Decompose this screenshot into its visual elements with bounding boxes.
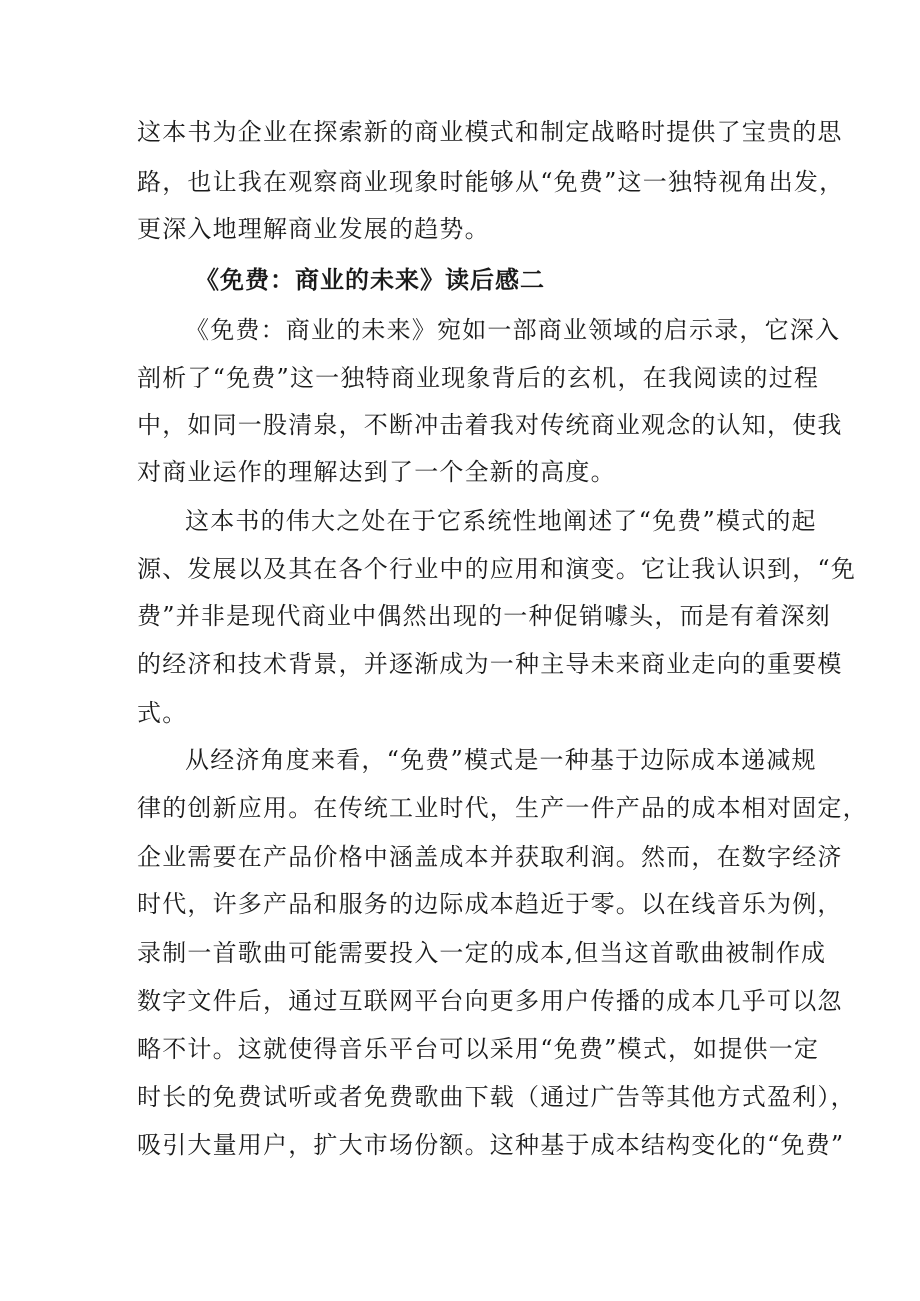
paragraph-1-line-3: 中，如同一股清泉，不断冲击着我对传统商业观念的认知，使我 bbox=[137, 411, 843, 439]
paragraph-3-line-9: 吸引大量用户，扩大市场份额。这种基于成本结构变化的“免费” bbox=[137, 1131, 845, 1159]
paragraph-3-line-4: 时代，许多产品和服务的边际成本趋近于零。以在线音乐为例， bbox=[137, 890, 843, 918]
intro-line-2: 路，也让我在观察商业现象时能够从“免费”这一独特视角出发， bbox=[137, 168, 845, 196]
paragraph-3-line-8: 时长的免费试听或者免费歌曲下载（通过广告等其他方式盈利）， bbox=[137, 1083, 856, 1111]
paragraph-3-line-3: 企业需要在产品价格中涵盖成本并获取利润。然而，在数字经济 bbox=[137, 843, 843, 871]
paragraph-1-line-1: 《免费：商业的未来》宛如一部商业领域的启示录，它深入 bbox=[185, 316, 841, 344]
paragraph-2-line-1: 这本书的伟大之处在于它系统性地阐述了“免费”模式的起 bbox=[185, 507, 817, 535]
paragraph-3-line-6: 数字文件后，通过互联网平台向更多用户传播的成本几乎可以忽 bbox=[137, 987, 843, 1015]
paragraph-2-line-3: 费”并非是现代商业中偶然出现的一种促销噱头，而是有着深刻 bbox=[137, 602, 831, 630]
paragraph-2-line-4: 的经济和技术背景，并逐渐成为一种主导未来商业走向的重要模 bbox=[137, 650, 843, 678]
paragraph-2-line-5: 式。 bbox=[137, 699, 188, 727]
intro-line-1: 这本书为企业在探索新的商业模式和制定战略时提供了宝贵的思 bbox=[137, 118, 843, 146]
paragraph-3-line-7: 略不计。这就使得音乐平台可以采用“免费”模式，如提供一定 bbox=[137, 1035, 820, 1063]
paragraph-3-line-1: 从经济角度来看，“免费”模式是一种基于边际成本递减规 bbox=[185, 746, 817, 774]
paragraph-3-line-5: 录制一首歌曲可能需要投入一定的成本,但当这首歌曲被制作成 bbox=[137, 939, 827, 967]
paragraph-3-line-2: 律的创新应用。在传统工业时代，生产一件产品的成本相对固定， bbox=[137, 794, 868, 822]
intro-line-3: 更深入地理解商业发展的趋势。 bbox=[137, 215, 490, 243]
section-heading: 《免费：商业的未来》读后感二 bbox=[195, 266, 545, 294]
paragraph-2-line-2: 源、发展以及其在各个行业中的应用和演变。它让我认识到，“免 bbox=[137, 555, 857, 583]
paragraph-1-line-2: 剖析了“免费”这一独特商业现象背后的玄机，在我阅读的过程 bbox=[137, 364, 820, 392]
paragraph-1-line-4: 对商业运作的理解达到了一个全新的高度。 bbox=[137, 458, 616, 486]
